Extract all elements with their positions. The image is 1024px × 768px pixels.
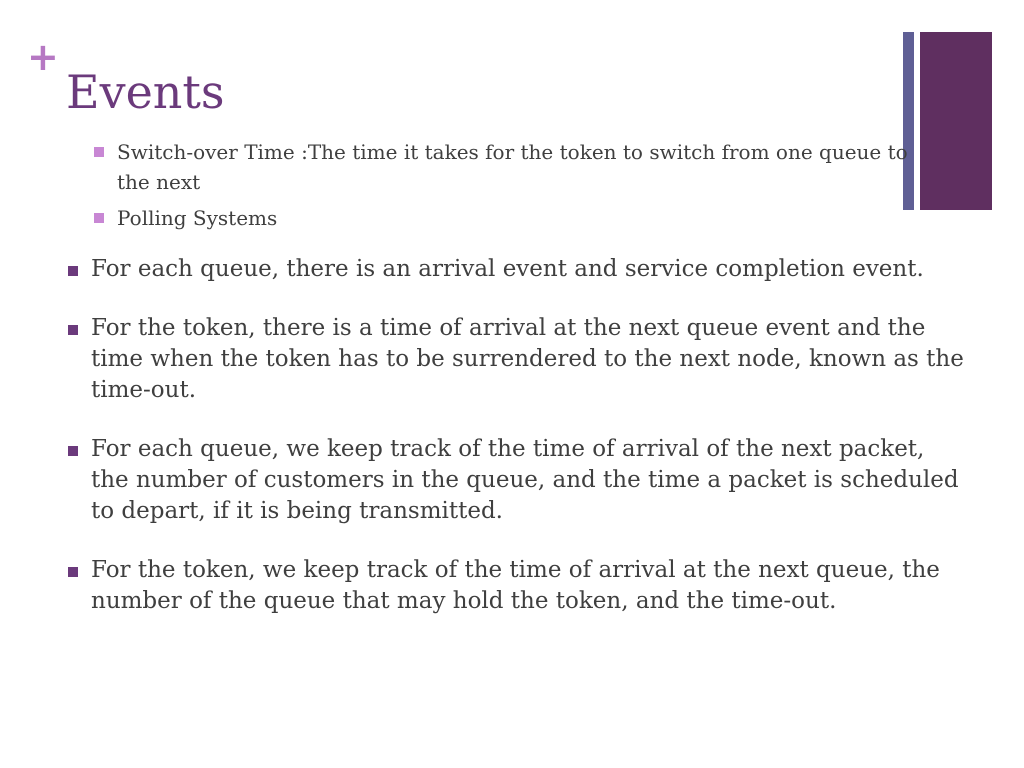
main-bullet-text: For the token, we keep track of the time of arrival at the next queue, the number of the queue that may hold the token, and the time-out. xyxy=(91,557,940,614)
main-bullet-item xyxy=(68,434,968,527)
main-bullet-text: For the token, there is a time of arrival at the next queue event and the time when the token has to be surrendered to the next node, known as the time-out. xyxy=(91,315,964,403)
sub-bullet-text: Polling Systems xyxy=(117,206,278,230)
slide-title: Events xyxy=(66,65,225,119)
square-bullet-icon xyxy=(68,446,78,456)
main-bullet-item xyxy=(68,313,968,406)
main-bullet-item xyxy=(68,254,968,285)
square-bullet-icon xyxy=(68,325,78,335)
sub-bullet-item xyxy=(94,203,914,233)
square-bullet-icon xyxy=(94,147,104,157)
square-bullet-icon xyxy=(68,567,78,577)
main-bullet-item xyxy=(68,555,968,617)
square-bullet-icon xyxy=(94,213,104,223)
sub-bullet-list xyxy=(94,137,914,239)
decorative-bar-thick xyxy=(920,32,992,210)
sub-bullet-item xyxy=(94,137,914,197)
main-bullet-text: For each queue, there is an arrival event and service completion event. xyxy=(91,256,924,282)
main-bullet-text: For each queue, we keep track of the time of arrival of the next packet, the number of customers in the queue, and the time a packet is scheduled to depart, if it is being transmitted. xyxy=(91,436,959,524)
main-bullet-list xyxy=(68,254,968,645)
square-bullet-icon xyxy=(68,266,78,276)
plus-icon: + xyxy=(27,35,59,79)
sub-bullet-text: Switch-over Time :The time it takes for the token to switch from one queue to the next xyxy=(117,140,908,194)
